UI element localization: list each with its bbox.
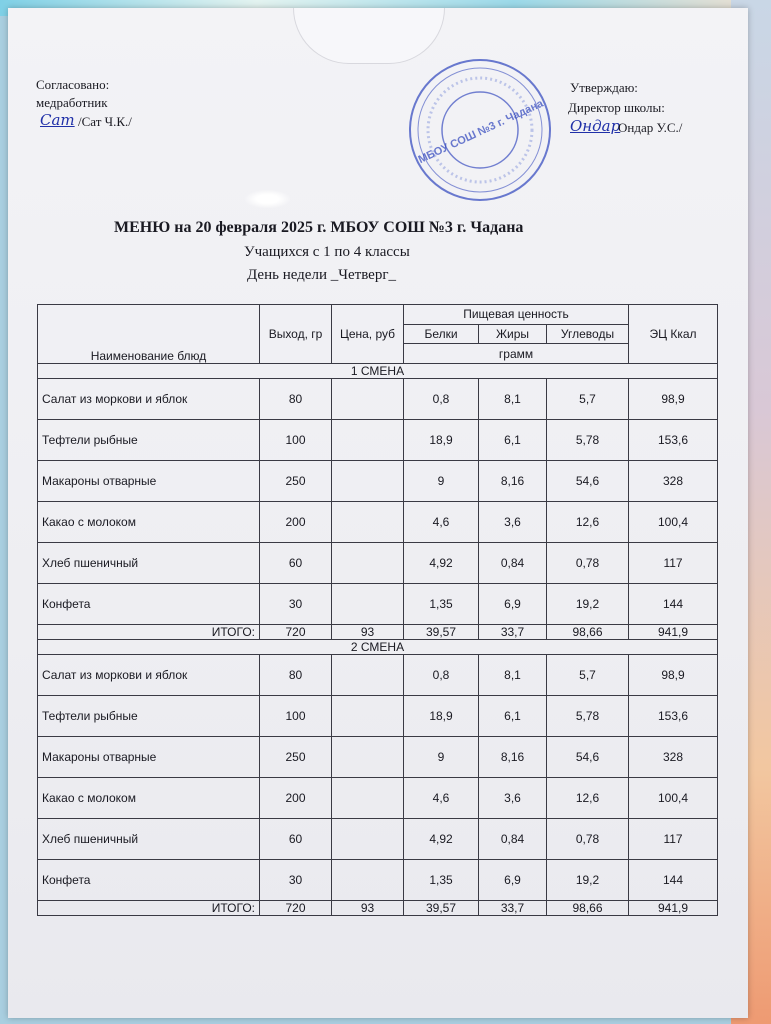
dish-fats: 0,84 <box>479 543 547 584</box>
dish-output: 80 <box>260 655 332 696</box>
dish-fats: 6,1 <box>479 696 547 737</box>
dish-energy: 98,9 <box>629 655 718 696</box>
dish-energy: 328 <box>629 737 718 778</box>
dish-fats: 8,1 <box>479 379 547 420</box>
total-price: 93 <box>332 901 404 916</box>
total-label: ИТОГО: <box>38 901 260 916</box>
dish-price <box>332 420 404 461</box>
dish-price <box>332 860 404 901</box>
col-header-output: Выход, гр <box>260 305 332 364</box>
total-energy: 941,9 <box>629 901 718 916</box>
total-energy: 941,9 <box>629 625 718 640</box>
dish-carbs: 0,78 <box>547 819 629 860</box>
total-price: 93 <box>332 625 404 640</box>
dish-energy: 117 <box>629 543 718 584</box>
dish-name: Какао с молоком <box>38 502 260 543</box>
dish-name: Макароны отварные <box>38 461 260 502</box>
dish-proteins: 18,9 <box>404 696 479 737</box>
school-seal-stamp <box>405 55 555 205</box>
dish-output: 30 <box>260 584 332 625</box>
dish-price <box>332 379 404 420</box>
total-proteins: 39,57 <box>404 901 479 916</box>
dish-proteins: 1,35 <box>404 584 479 625</box>
dish-proteins: 18,9 <box>404 420 479 461</box>
dish-energy: 153,6 <box>629 696 718 737</box>
dish-proteins: 4,6 <box>404 502 479 543</box>
dish-output: 60 <box>260 543 332 584</box>
table-row <box>38 420 718 461</box>
approval-right-title: Утверждаю: <box>570 80 638 95</box>
dish-output: 200 <box>260 778 332 819</box>
col-header-carbs: Углеводы <box>547 324 629 344</box>
approval-right-signature: Ондар <box>570 117 621 135</box>
dish-name: Конфета <box>38 860 260 901</box>
students-subtitle: Учащихся с 1 по 4 классы <box>244 244 410 260</box>
menu-title: МЕНЮ на 20 февраля 2025 г. МБОУ СОШ №3 г. Чадана <box>114 219 524 236</box>
dish-fats: 8,16 <box>479 461 547 502</box>
dish-price <box>332 778 404 819</box>
dish-energy: 144 <box>629 584 718 625</box>
dish-fats: 0,84 <box>479 819 547 860</box>
approval-left-title: Согласовано: <box>36 77 110 92</box>
col-header-name: Наименование блюд <box>38 305 260 364</box>
dish-energy: 117 <box>629 819 718 860</box>
dish-energy: 100,4 <box>629 778 718 819</box>
table-row <box>38 543 718 584</box>
dish-output: 250 <box>260 461 332 502</box>
dish-name: Тефтели рыбные <box>38 420 260 461</box>
dish-name: Какао с молоком <box>38 778 260 819</box>
total-output: 720 <box>260 625 332 640</box>
table-row <box>38 737 718 778</box>
table-row <box>38 655 718 696</box>
dish-proteins: 1,35 <box>404 860 479 901</box>
dish-carbs: 12,6 <box>547 502 629 543</box>
light-glare <box>245 190 290 208</box>
dish-output: 30 <box>260 860 332 901</box>
total-label: ИТОГО: <box>38 625 260 640</box>
dish-fats: 3,6 <box>479 778 547 819</box>
total-output: 720 <box>260 901 332 916</box>
total-fats: 33,7 <box>479 625 547 640</box>
dish-name: Салат из моркови и яблок <box>38 655 260 696</box>
dish-price <box>332 737 404 778</box>
dish-carbs: 12,6 <box>547 778 629 819</box>
col-header-price: Цена, руб <box>332 305 404 364</box>
table-row <box>38 379 718 420</box>
dish-name: Конфета <box>38 584 260 625</box>
approval-left-name: /Сат Ч.К./ <box>78 114 132 129</box>
table-row <box>38 502 718 543</box>
weekday-subtitle: День недели _Четверг_ <box>247 267 396 283</box>
dish-fats: 6,9 <box>479 860 547 901</box>
dish-price <box>332 502 404 543</box>
table-row <box>38 819 718 860</box>
dish-output: 100 <box>260 420 332 461</box>
dish-price <box>332 655 404 696</box>
dish-output: 200 <box>260 502 332 543</box>
approval-right-role: Директор школы: <box>568 100 665 115</box>
dish-fats: 8,16 <box>479 737 547 778</box>
dish-carbs: 19,2 <box>547 584 629 625</box>
table-row <box>38 696 718 737</box>
dish-carbs: 5,7 <box>547 655 629 696</box>
approval-left-role: медработник <box>36 95 108 110</box>
dish-price <box>332 461 404 502</box>
dish-carbs: 5,78 <box>547 696 629 737</box>
dish-carbs: 0,78 <box>547 543 629 584</box>
dish-energy: 153,6 <box>629 420 718 461</box>
dish-proteins: 0,8 <box>404 379 479 420</box>
dish-output: 250 <box>260 737 332 778</box>
dish-proteins: 4,6 <box>404 778 479 819</box>
dish-carbs: 54,6 <box>547 737 629 778</box>
seal-center-text: МБОУ СОШ №3 г. Чадана <box>416 97 546 167</box>
table-row <box>38 778 718 819</box>
dish-name: Хлеб пшеничный <box>38 543 260 584</box>
col-header-proteins: Белки <box>404 324 479 344</box>
col-header-fats: Жиры <box>479 324 547 344</box>
dish-name: Тефтели рыбные <box>38 696 260 737</box>
dish-proteins: 0,8 <box>404 655 479 696</box>
dish-name: Макароны отварные <box>38 737 260 778</box>
dish-energy: 328 <box>629 461 718 502</box>
dish-price <box>332 584 404 625</box>
dish-fats: 3,6 <box>479 502 547 543</box>
total-row <box>38 625 718 640</box>
dish-energy: 100,4 <box>629 502 718 543</box>
dish-price <box>332 819 404 860</box>
approval-right-name: Ондар У.С./ <box>618 120 683 135</box>
col-header-energy: ЭЦ Ккал <box>629 305 718 364</box>
dish-carbs: 19,2 <box>547 860 629 901</box>
dish-output: 60 <box>260 819 332 860</box>
total-proteins: 39,57 <box>404 625 479 640</box>
dish-proteins: 4,92 <box>404 819 479 860</box>
dish-fats: 6,1 <box>479 420 547 461</box>
dish-proteins: 9 <box>404 737 479 778</box>
col-header-nutrition: Пищевая ценность <box>404 305 629 325</box>
table-row <box>38 461 718 502</box>
dish-carbs: 5,78 <box>547 420 629 461</box>
total-carbs: 98,66 <box>547 625 629 640</box>
dish-output: 100 <box>260 696 332 737</box>
approval-left-signature: Сат <box>40 111 75 129</box>
dish-carbs: 54,6 <box>547 461 629 502</box>
total-carbs: 98,66 <box>547 901 629 916</box>
dish-fats: 6,9 <box>479 584 547 625</box>
dish-name: Хлеб пшеничный <box>38 819 260 860</box>
dish-price <box>332 543 404 584</box>
shift-title: 1 СМЕНА <box>38 364 718 379</box>
dish-price <box>332 696 404 737</box>
col-header-units: грамм <box>404 344 629 364</box>
dish-carbs: 5,7 <box>547 379 629 420</box>
dish-proteins: 4,92 <box>404 543 479 584</box>
total-fats: 33,7 <box>479 901 547 916</box>
dish-energy: 144 <box>629 860 718 901</box>
shift-title: 2 СМЕНА <box>38 640 718 655</box>
dish-fats: 8,1 <box>479 655 547 696</box>
total-row <box>38 901 718 916</box>
dish-output: 80 <box>260 379 332 420</box>
table-row <box>38 584 718 625</box>
table-row <box>38 860 718 901</box>
dish-energy: 98,9 <box>629 379 718 420</box>
dish-proteins: 9 <box>404 461 479 502</box>
dish-name: Салат из моркови и яблок <box>38 379 260 420</box>
menu-table <box>37 304 718 916</box>
